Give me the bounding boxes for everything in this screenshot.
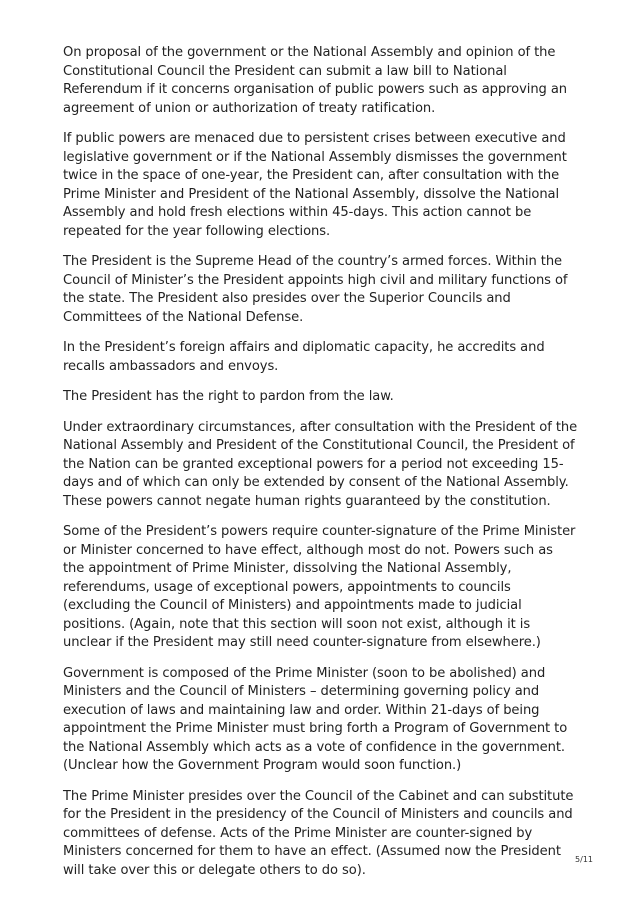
paragraph-armed-forces: The President is the Supreme Head of the country’s armed forces. Within the Council of Minister’s the President appoints high civil and military functions of the state. The President also presides over the Superior Councils and Committees of the National Defense.	[63, 254, 568, 325]
paragraph-prime-minister: The Prime Minister presides over the Council of the Cabinet and can substitute for the President in the presidency of the Council of Ministers and councils and committees of defense. Acts of the Prime Minister are counter-signed by Ministers concerned for them to have an effect. (Assumed now the President will take over this or delegate others to do so).	[63, 788, 574, 878]
page-number: 5/11	[575, 855, 593, 864]
paragraph-referendum: On proposal of the government or the National Assembly and opinion of the Constitutional Council the President can submit a law bill to National Referendum if it concerns organisation of public powers such as approving an agreement of union or authorization of treaty ratification.	[63, 45, 568, 116]
document-body	[63, 44, 578, 892]
paragraph-government: Government is composed of the Prime Minister (soon to be abolished) and Ministers and the Council of Ministers – determining governing policy and execution of laws and maintaining law and order. Within 21-days of being appointment the Prime Minister must bring forth a Program of Government to the National Assembly which acts as a vote of confidence in the government. (Unclear how the Government Program would soon function.)	[63, 665, 568, 773]
paragraph-counter-signature: Some of the President’s powers require counter-signature of the Prime Minister or Minister concerned to have effect, although most do not. Powers such as the appointment of Prime Minister, dissolving the National Assembly, referendums, usage of exceptional powers, appointments to councils (excluding the Council of Ministers) and appointments made to judicial positions. (Again, note that this section will soon not exist, although it is unclear if the President may still need counter-signature from elsewhere.)	[63, 524, 576, 650]
paragraph-pardon: The President has the right to pardon from the law.	[63, 389, 394, 404]
paragraph-dissolution: If public powers are menaced due to persistent crises between executive and legislative government or if the National Assembly dismisses the government twice in the space of one-year, the President can, after consultation with the Prime Minister and President of the National Assembly, dissolve the National Assembly and hold fresh elections within 45-days. This action cannot be repeated for the year following elections.	[63, 131, 567, 239]
paragraph-foreign-affairs: In the President’s foreign affairs and diplomatic capacity, he accredits and recalls ambassadors and envoys.	[63, 340, 545, 374]
paragraph-exceptional-powers: Under extraordinary circumstances, after consultation with the President of the National Assembly and President of the Constitutional Council, the President of the Nation can be granted exceptional powers for a period not exceeding 15-days and of which can only be extended by consent of the National Assembly. These powers cannot negate human rights guaranteed by the constitution.	[63, 419, 578, 509]
